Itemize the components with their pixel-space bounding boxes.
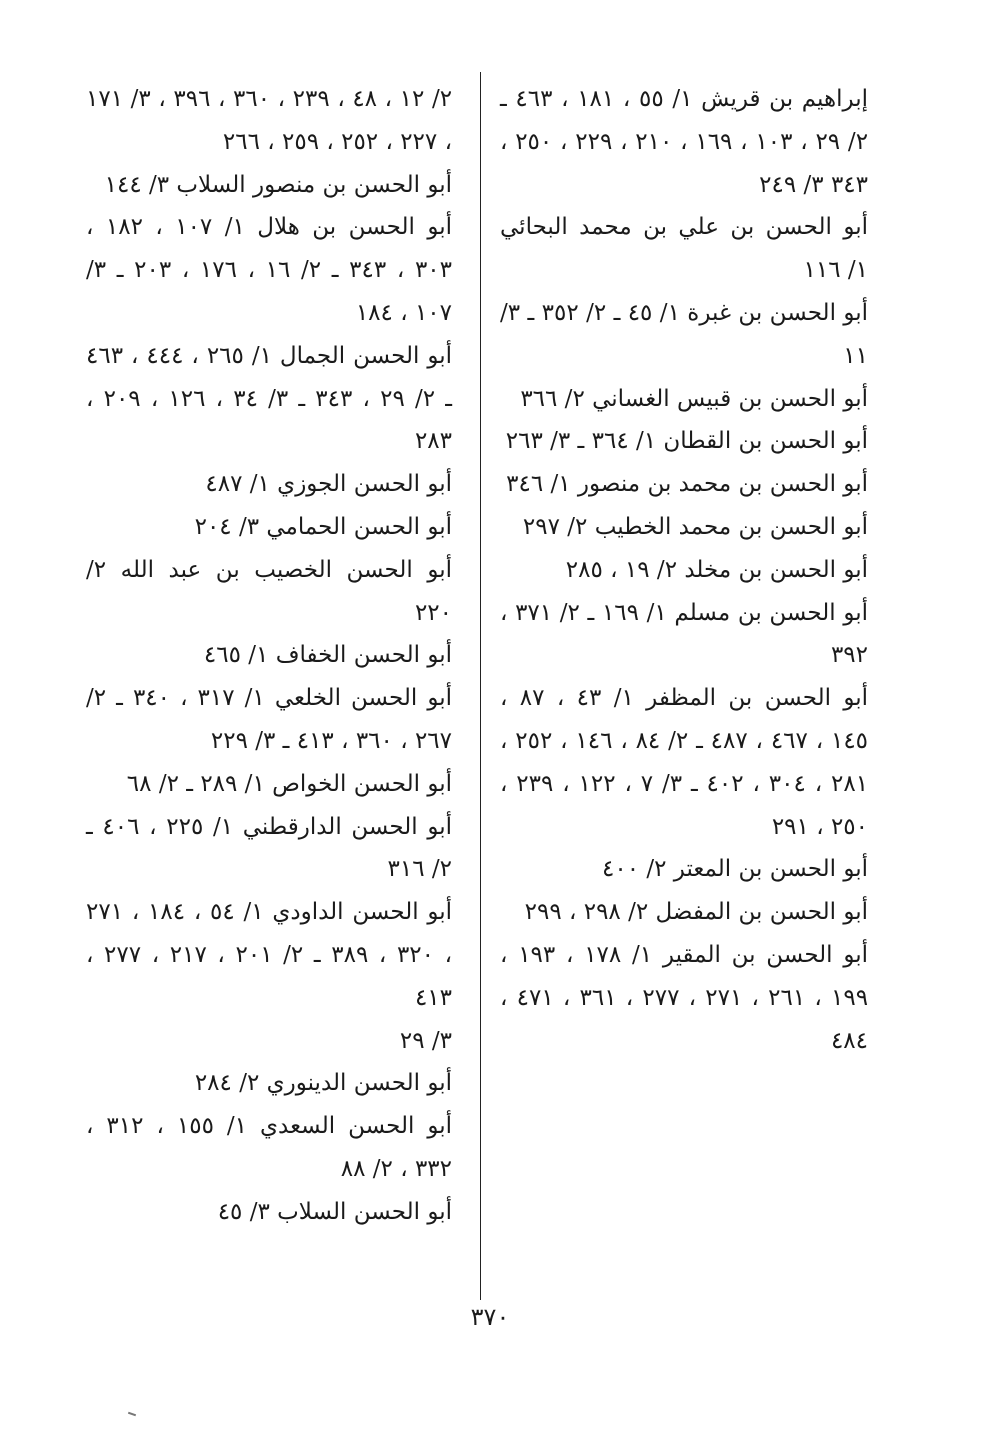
index-entry: أبو الحسن بن منصور السلاب ٣/ ١٤٤ [104, 171, 452, 198]
index-entry-continuation: ٣/ ٢٩ [399, 1027, 452, 1054]
index-entry: أبو الحسن الدينوري ٢/ ٢٨٤ [194, 1070, 452, 1097]
index-entry: أبو الحسن بن مخلد ٢/ ١٩ ، ٢٨٥ [565, 556, 868, 583]
index-entry-continuation: ٢/ ١٢ ، ٤٨ ، ٢٣٩ ، ٣٦٠ ، ٣٩٦ ، ٣/ ١٧١ ، ٢٢٧ ، ٢٥٢ ، ٢٥٩ ، ٢٦٦ [86, 86, 453, 155]
column-divider [480, 72, 481, 1300]
index-entry: أبو الحسن بن القطان ١/ ٣٦٤ ـ ٣/ ٢٦٣ [505, 428, 868, 455]
index-entry: أبو الحسن الحمامي ٣/ ٢٠٤ [194, 513, 452, 540]
index-entry: أبو الحسن السعدي ١/ ١٥٥ ، ٣١٢ ، ٣٣٢ ، ٢/ ٨٨ [86, 1113, 452, 1182]
index-entry: أبو الحسن بن مسلم ١/ ١٦٩ ـ ٢/ ٣٧١ ، ٣٩٢ [500, 599, 868, 669]
index-entry: أبو الحسن الجمال ١/ ٢٦٥ ، ٤٤٤ ، ٤٦٣ ـ ٢/ ٢٩ ، ٣٤٣ ـ ٣/ ٣٤ ، ١٢٦ ، ٢٠٩ ، ٢٨٣ [86, 342, 453, 455]
index-entry: أبو الحسن الخلعي ١/ ٣١٧ ، ٣٤٠ ـ ٢/ ٢٦٧ ، ٣٦٠ ، ٤١٣ ـ ٣/ ٢٢٩ [86, 685, 452, 754]
index-entry: أبو الحسن بن هلال ١/ ١٠٧ ، ١٨٢ ، ٣٠٣ ، ٣٤٣ ـ ٢/ ١٦ ، ١٧٦ ، ٢٠٣ ـ ٣/ ١٠٧ ، ١٨٤ [86, 214, 452, 326]
page-number [0, 1303, 984, 1331]
index-entry: أبو الحسن الخفاف ١/ ٤٦٥ [203, 642, 452, 669]
index-entry: أبو الحسن بن المظفر ١/ ٤٣ ، ٨٧ ، ١٤٥ ، ٤٦٧ ، ٤٨٧ ـ ٢/ ٨٤ ، ١٤٦ ، ٢٥٢ ، ٢٨١ ، ٣٠٤ ، ٤٠٢ ـ ٣/ ٧ ، ١٢٢ ، ٢٣٩ ، ٢٥٠ ، ٢٩١ [500, 685, 869, 840]
index-entry: أبو الحسن بن محمد بن منصور ١/ ٣٤٦ [506, 471, 868, 498]
index-entry: أبو الحسن بن المفضل ٢/ ٢٩٨ ، ٢٩٩ [524, 899, 868, 926]
index-entry: أبو الحسن بن المقير ١/ ١٧٨ ، ١٩٣ ، ١٩٩ ، ٢٦١ ، ٢٧١ ، ٢٧٧ ، ٣٦١ ، ٤٧١ ، ٤٨٤ [500, 941, 869, 1054]
left-column [86, 78, 452, 1234]
index-entry: أبو الحسن السلاب ٣/ ٤٥ [217, 1198, 452, 1225]
index-entry: أبو الحسن بن المعتر ٢/ ٤٠٠ [601, 856, 868, 883]
right-column [500, 78, 868, 1062]
scan-speck [128, 1412, 136, 1417]
index-entry: أبو الحسن الخصيب بن عبد الله ٢/ ٢٢٠ [86, 556, 452, 626]
page-number-text: ٣٧٠ [470, 1303, 510, 1331]
index-entry: أبو الحسن الخواص ١/ ٢٨٩ ـ ٢/ ٦٨ [126, 770, 452, 797]
index-entry: أبو الحسن بن قبيس الغساني ٢/ ٣٦٦ [520, 385, 868, 412]
index-entry: أبو الحسن الدارقطني ١/ ٢٢٥ ، ٤٠٦ ـ ٢/ ٣١٦ [86, 813, 452, 883]
index-entry: أبو الحسن الداودي ١/ ٥٤ ، ١٨٤ ، ٢٧١ ، ٣٢٠ ، ٣٨٩ ـ ٢/ ٢٠١ ، ٢١٧ ، ٢٧٧ ، ٤١٣ [86, 899, 453, 1011]
index-entry: إبراهيم بن قريش ١/ ٥٥ ، ١٨١ ، ٤٦٣ ـ ٢/ ٢٩ ، ١٠٣ ، ١٦٩ ، ٢١٠ ، ٢٢٩ ، ٢٥٠ ، ٣٤٣ ٣/ ٢٤٩ [500, 86, 869, 198]
index-entry: أبو الحسن بن محمد الخطيب ٢/ ٢٩٧ [522, 513, 868, 540]
index-entry: أبو الحسن بن علي بن محمد البحائي ١/ ١١٦ [500, 214, 868, 284]
index-entry: أبو الحسن الجوزي ١/ ٤٨٧ [205, 471, 452, 498]
index-entry: أبو الحسن بن غبرة ١/ ٤٥ ـ ٢/ ٣٥٢ ـ ٣/ ١١ [500, 299, 869, 369]
